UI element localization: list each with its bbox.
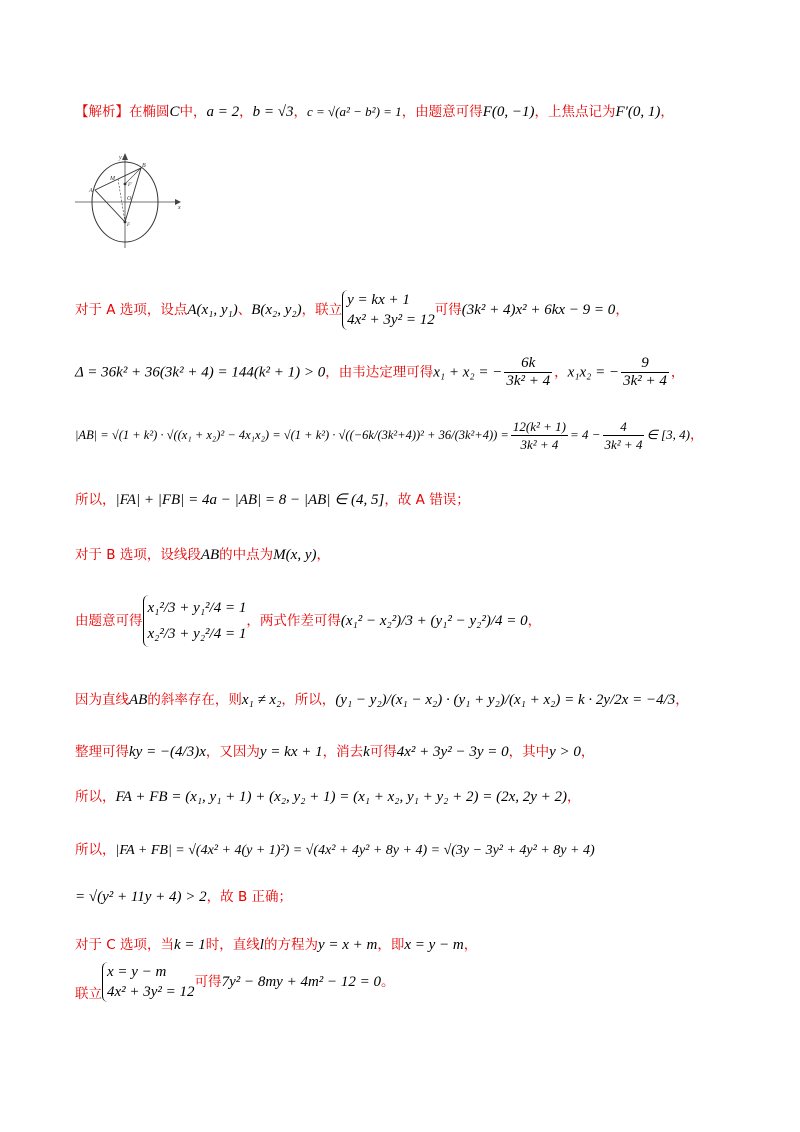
math: a = 2	[206, 104, 240, 120]
ellipse-diagram	[75, 150, 185, 250]
option-c-line	[75, 933, 477, 954]
text: 联立	[75, 986, 102, 1002]
text: ，	[239, 104, 253, 120]
option-a-conclusion	[75, 488, 470, 509]
text: ，两式作差可得	[246, 613, 341, 629]
math: B(x₂, y₂)	[251, 302, 302, 318]
math: Δ = 36k² + 36(3k² + 4) = 144(k² + 1) > 0	[75, 364, 326, 381]
math: (x₁² − x₂²)/3 + (y₁² − y₂²)/4 = 0	[340, 613, 528, 629]
math: AB	[129, 692, 148, 708]
text: 所以，	[75, 842, 116, 858]
text: ，	[675, 692, 689, 708]
text: ，	[463, 937, 478, 953]
equation-system	[102, 962, 195, 1002]
text: ，	[316, 547, 330, 563]
text: 在椭圆	[129, 104, 170, 120]
solution-intro-line	[75, 100, 674, 121]
text: ，即	[377, 937, 405, 953]
math: 4x² + 3y² = 12	[347, 312, 435, 328]
fraction: $\frac{4}{\text{3k² + 4}}$	[604, 419, 643, 452]
label-O: O	[127, 196, 132, 202]
fraction: $\frac{\text{12(k² + 1)}}{\text{3k² + 4}}$	[512, 419, 566, 452]
vector-sum-line	[75, 785, 581, 806]
label-y: y	[119, 155, 122, 161]
fraction: $\frac{6k}{\text{3k² + 4}}$	[506, 355, 551, 389]
math: F′(0, 1)	[615, 104, 661, 120]
text: 中，	[179, 104, 207, 120]
math: y = kx + 1	[259, 744, 323, 760]
solution-tag: 【解析】	[75, 104, 129, 120]
math: x = y − m	[404, 937, 464, 953]
difference-line	[75, 595, 541, 647]
fraction: $\frac{9}{\text{3k² + 4}}$	[623, 355, 667, 389]
label-F-prime: F′	[128, 183, 133, 188]
math: ky = −(4/3)x	[129, 744, 206, 760]
text: 所以，	[75, 492, 116, 508]
math: 7y² − 8my + 4m² − 12 = 0	[221, 974, 382, 990]
text: ，	[527, 613, 542, 629]
text: 可得	[194, 974, 222, 990]
math: C	[169, 104, 180, 120]
text: ，又因为	[205, 744, 260, 760]
text: ，由韦达定理可得	[325, 364, 434, 381]
text: 时，直线	[205, 937, 260, 953]
math: x₁ + x₂ = −	[433, 364, 503, 381]
text: ，	[293, 104, 307, 120]
math: = √(y² + 11y + 4) > 2	[75, 889, 207, 905]
text: 因为直线	[75, 692, 129, 708]
math: 4x² + 3y² − 3y = 0	[396, 744, 509, 760]
text: ，	[580, 744, 595, 760]
text: 所以，	[75, 789, 116, 805]
ab-length-line	[75, 418, 703, 453]
math: |FA + FB| = √(4x² + 4(y + 1)²) = √(4x² + 4y² + 8y + 4) = √(3y − 3y² + 4y² + 8y + 4)	[115, 843, 595, 858]
text: 对于 A 选项，设点	[75, 302, 188, 318]
text: ，	[660, 104, 674, 120]
option-b-conclusion	[75, 885, 292, 906]
math: b = √3	[252, 104, 294, 120]
text: 可得	[434, 302, 462, 318]
equation-system	[342, 290, 435, 330]
label-A: A	[89, 188, 93, 194]
math: x = y − m	[107, 964, 167, 980]
text: ，所以，	[281, 692, 336, 708]
math: (y₁ − y₂)/(x₁ − x₂) · (y₁ + y₂)/(x₁ + x₂) = k · 2y/2x = −4/3	[335, 692, 676, 708]
text: 可得	[369, 744, 397, 760]
label-B: B	[142, 163, 146, 169]
label-F: F	[127, 223, 131, 228]
vieta-line	[75, 355, 684, 390]
text: 。	[381, 974, 395, 990]
math: y > 0	[549, 744, 581, 760]
text: 整理可得	[75, 744, 129, 760]
math: k = 1	[174, 937, 206, 953]
text: ，故 B 正确；	[206, 889, 293, 905]
text: 的斜率存在，则	[147, 692, 242, 708]
text: 由题意可得	[75, 613, 143, 629]
option-c-system	[75, 962, 395, 1002]
math: AB	[200, 547, 220, 563]
label-x: x	[178, 205, 181, 211]
math: ∈ [3, 4)	[646, 427, 690, 442]
math: x₂²/3 + y₂²/4 = 1	[147, 626, 247, 642]
label-M: M	[110, 176, 115, 182]
math: x₁x₂ = −	[567, 364, 620, 381]
math: x₁ ≠ x₂	[241, 692, 282, 708]
math: c = √(a² − b²) = 1	[307, 104, 402, 119]
text: ，	[615, 302, 629, 318]
text: ，联立	[301, 302, 343, 318]
math: x₁²/3 + y₁²/4 = 1	[147, 600, 247, 616]
math: = 4 −	[569, 427, 601, 442]
text: 的方程为	[263, 937, 318, 953]
text: 、	[237, 302, 252, 318]
text: ，	[689, 427, 704, 443]
math: y = x + m	[317, 937, 378, 953]
simplify-line	[75, 740, 594, 761]
math: |FA| + |FB| = 4a − |AB| = 8 − |AB| ∈ (4, 5]	[115, 492, 385, 508]
text: ，	[670, 364, 685, 381]
option-b-line	[75, 543, 330, 564]
text: 的中点为	[219, 547, 274, 563]
text: ，消去	[322, 744, 364, 760]
text: ，由题意可得	[401, 104, 483, 120]
equation-system	[143, 595, 247, 647]
math: (3k² + 4)x² + 6kx − 9 = 0	[461, 302, 616, 318]
text: ，	[554, 364, 568, 381]
vector-magnitude-line	[75, 838, 595, 859]
text: ，上焦点记为	[534, 104, 616, 120]
option-a-line	[75, 290, 629, 330]
math: y = kx + 1	[347, 292, 410, 308]
math: A(x₁, y₁)	[187, 302, 238, 318]
math: M(x, y)	[273, 547, 317, 563]
slope-line	[75, 688, 689, 709]
math: FA + FB = (x₁, y₁ + 1) + (x₂, y₂ + 1) = (x₁ + x₂, y₁ + y₂ + 2) = (2x, 2y + 2)	[115, 789, 568, 805]
text: 对于 B 选项，设线段	[75, 547, 201, 563]
math: k	[363, 744, 370, 760]
text: ，	[567, 789, 581, 805]
text: ，故 A 错误；	[384, 492, 470, 508]
text: ，其中	[508, 744, 550, 760]
text: 对于 C 选项，当	[75, 937, 175, 953]
math: 4x² + 3y² = 12	[107, 984, 195, 1000]
math: |AB| = √(1 + k²) · √((x₁ + x₂)² − 4x₁x₂) = √(1 + k²) · √((−6k/(3k²+4))² + 36/(3k²+4)) =	[75, 428, 509, 442]
math: F(0, −1)	[482, 104, 535, 120]
math: l	[259, 937, 264, 953]
